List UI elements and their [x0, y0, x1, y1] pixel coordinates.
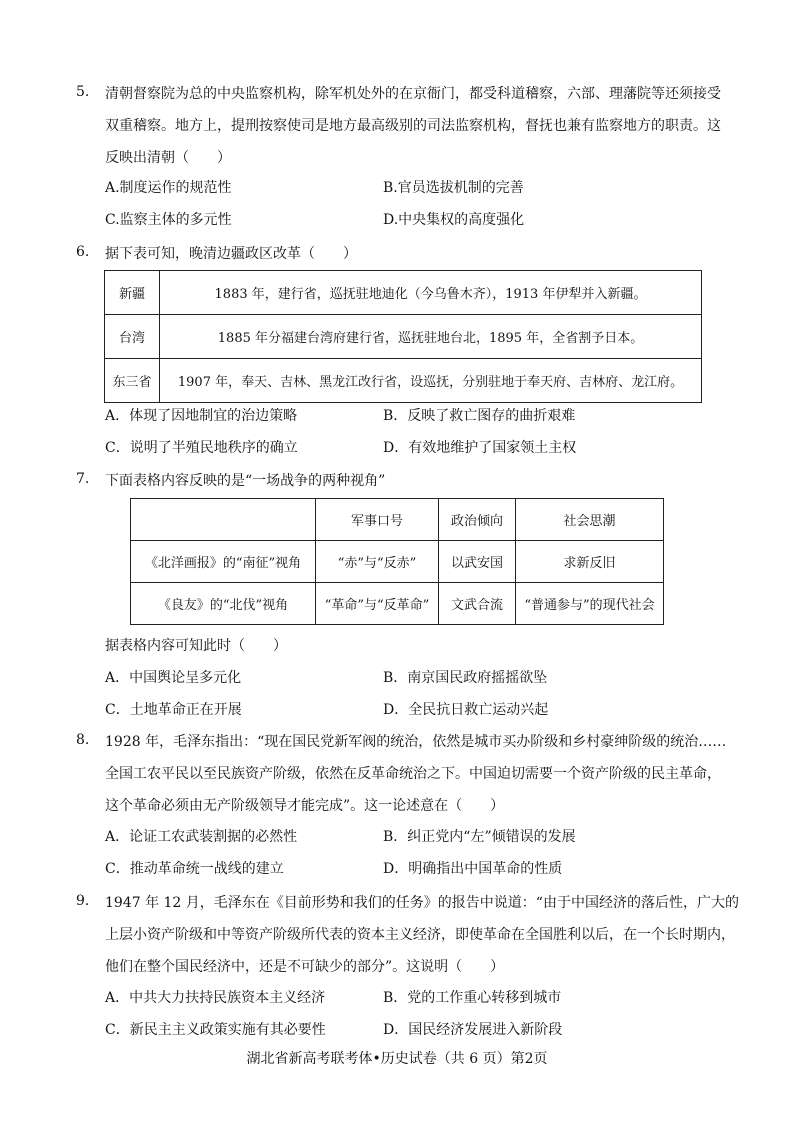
question-6-table [104, 270, 702, 403]
question-number: 9. [76, 893, 90, 909]
table-cell: “革命”与“反革命” [316, 583, 439, 625]
stem-line: 清朝督察院为总的中央监察机构，除军机处外的在京衙门，都受科道稽察，六部、理藩院等还须接受 [105, 86, 721, 102]
option-a[interactable]: A．体现了因地制宜的治边策略 [105, 408, 298, 424]
table-cell-region: 东三省 [105, 359, 160, 403]
stem-line: 这个革命必须由无产阶级领导才能完成”。这一论述意在（ ） [105, 798, 505, 814]
table-header-cell: 军事口号 [316, 499, 439, 541]
stem-line: 据下表可知，晚清边疆政区改革（ ） [105, 246, 357, 262]
question-7-table [130, 498, 664, 625]
table-cell-content: 1907 年，奉天、吉林、黑龙江改行省，设巡抚，分别驻地于奉天府、吉林府、龙江府。 [160, 359, 702, 403]
question-9-options [105, 982, 725, 1046]
question-8-options [105, 821, 725, 885]
stem-line: 下面表格内容反映的是“一场战争的两种视角” [105, 473, 386, 489]
table-cell-content: 1883 年，建行省，巡抚驻地迪化（今乌鲁木齐），1913 年伊犁并入新疆。 [160, 271, 702, 315]
table-cell-region: 新疆 [105, 271, 160, 315]
option-a[interactable]: A．论证工农武装割据的必然性 [105, 829, 298, 845]
question-followup: 据表格内容可知此时（ ） [105, 638, 287, 654]
question-7 [76, 465, 726, 497]
question-number: 6. [76, 244, 90, 260]
table-cell: 求新反旧 [516, 541, 664, 583]
table-cell: 以武安国 [439, 541, 516, 583]
option-c[interactable]: C．说明了半殖民地秩序的确立 [105, 440, 298, 456]
table-header-row [131, 499, 664, 541]
stem-line: 他们在整个国民经济中，还是不可缺少的部分”。这说明（ ） [105, 959, 505, 975]
table-cell: “赤”与“反赤” [316, 541, 439, 583]
question-7-options [105, 662, 725, 726]
table-header-cell: 政治倾向 [439, 499, 516, 541]
question-stem [105, 238, 726, 270]
question-5-options [105, 172, 725, 236]
table-cell: 《良友》的“北伐”视角 [131, 583, 316, 625]
option-a[interactable]: A．中共大力扶持民族资本主义经济 [105, 990, 326, 1006]
option-a[interactable]: A．中国舆论呈多元化 [105, 670, 242, 686]
question-7-followup [105, 630, 725, 662]
table-header-cell: 社会思潮 [516, 499, 664, 541]
table-cell: 文武合流 [439, 583, 516, 625]
table-row [105, 271, 702, 315]
option-d[interactable]: D．全民抗日救亡运动兴起 [383, 702, 549, 718]
question-stem [105, 887, 739, 983]
table-row [105, 315, 702, 359]
option-b[interactable]: B．纠正党内“左”倾错误的发展 [383, 829, 576, 845]
question-5 [76, 78, 726, 174]
stem-line: 1947 年 12 月，毛泽东在《目前形势和我们的任务》的报告中说道：“由于中国经济的落后性，广大的 [105, 895, 739, 911]
option-c[interactable]: C．新民主主义政策实施有其必要性 [105, 1022, 326, 1038]
question-number: 8. [76, 732, 90, 748]
stem-line: 全国工农平民以至民族资产阶级，依然在反革命统治之下。中国迫切需要一个资产阶级的民主革命， [105, 766, 721, 782]
option-b[interactable]: B．南京国民政府摇摇欲坠 [383, 670, 548, 686]
stem-line: 双重稽察。地方上，提刑按察使司是地方最高级别的司法监察机构，督抚也兼有监察地方的职责。这 [105, 118, 721, 134]
option-c[interactable]: C．土地革命正在开展 [105, 702, 242, 718]
option-b[interactable]: B.官员选拔机制的完善 [383, 180, 524, 196]
question-stem [105, 78, 726, 174]
question-stem [105, 726, 726, 822]
table-cell-content: 1885 年分福建台湾府建行省，巡抚驻地台北，1895 年，全省割予日本。 [160, 315, 702, 359]
table-cell-region: 台湾 [105, 315, 160, 359]
question-number: 5. [76, 84, 90, 100]
question-9 [76, 887, 739, 983]
table-cell: 《北洋画报》的“南征”视角 [131, 541, 316, 583]
question-stem [105, 465, 726, 497]
question-number: 7. [76, 471, 90, 487]
page-footer: 湖北省新高考联考体•历史试卷（共 6 页）第2页 [246, 1051, 548, 1067]
stem-line: 1928 年，毛泽东指出：“现在国民党新军阀的统治，依然是城市买办阶级和乡村豪绅阶级的统治…… [105, 734, 727, 750]
option-b[interactable]: B．反映了救亡图存的曲折艰难 [383, 408, 576, 424]
question-6 [76, 238, 726, 270]
table-cell: “普通参与”的现代社会 [516, 583, 664, 625]
question-8 [76, 726, 726, 822]
option-d[interactable]: D．明确指出中国革命的性质 [383, 861, 563, 877]
stem-line: 反映出清朝（ ） [105, 150, 231, 166]
option-c[interactable]: C．推动革命统一战线的建立 [105, 861, 284, 877]
table-row [105, 359, 702, 403]
option-d[interactable]: D．有效地维护了国家领土主权 [383, 440, 577, 456]
table-header-cell [131, 499, 316, 541]
option-b[interactable]: B．党的工作重心转移到城市 [383, 990, 562, 1006]
stem-line: 上层小资产阶级和中等资产阶级所代表的资本主义经济，即使革命在全国胜利以后，在一个长时期内， [105, 927, 735, 943]
table-row [131, 541, 664, 583]
option-c[interactable]: C.监察主体的多元性 [105, 212, 232, 228]
table-row [131, 583, 664, 625]
option-d[interactable]: D.中央集权的高度强化 [383, 212, 525, 228]
option-d[interactable]: D．国民经济发展进入新阶段 [383, 1022, 563, 1038]
question-6-options [105, 400, 725, 464]
option-a[interactable]: A.制度运作的规范性 [105, 180, 232, 196]
